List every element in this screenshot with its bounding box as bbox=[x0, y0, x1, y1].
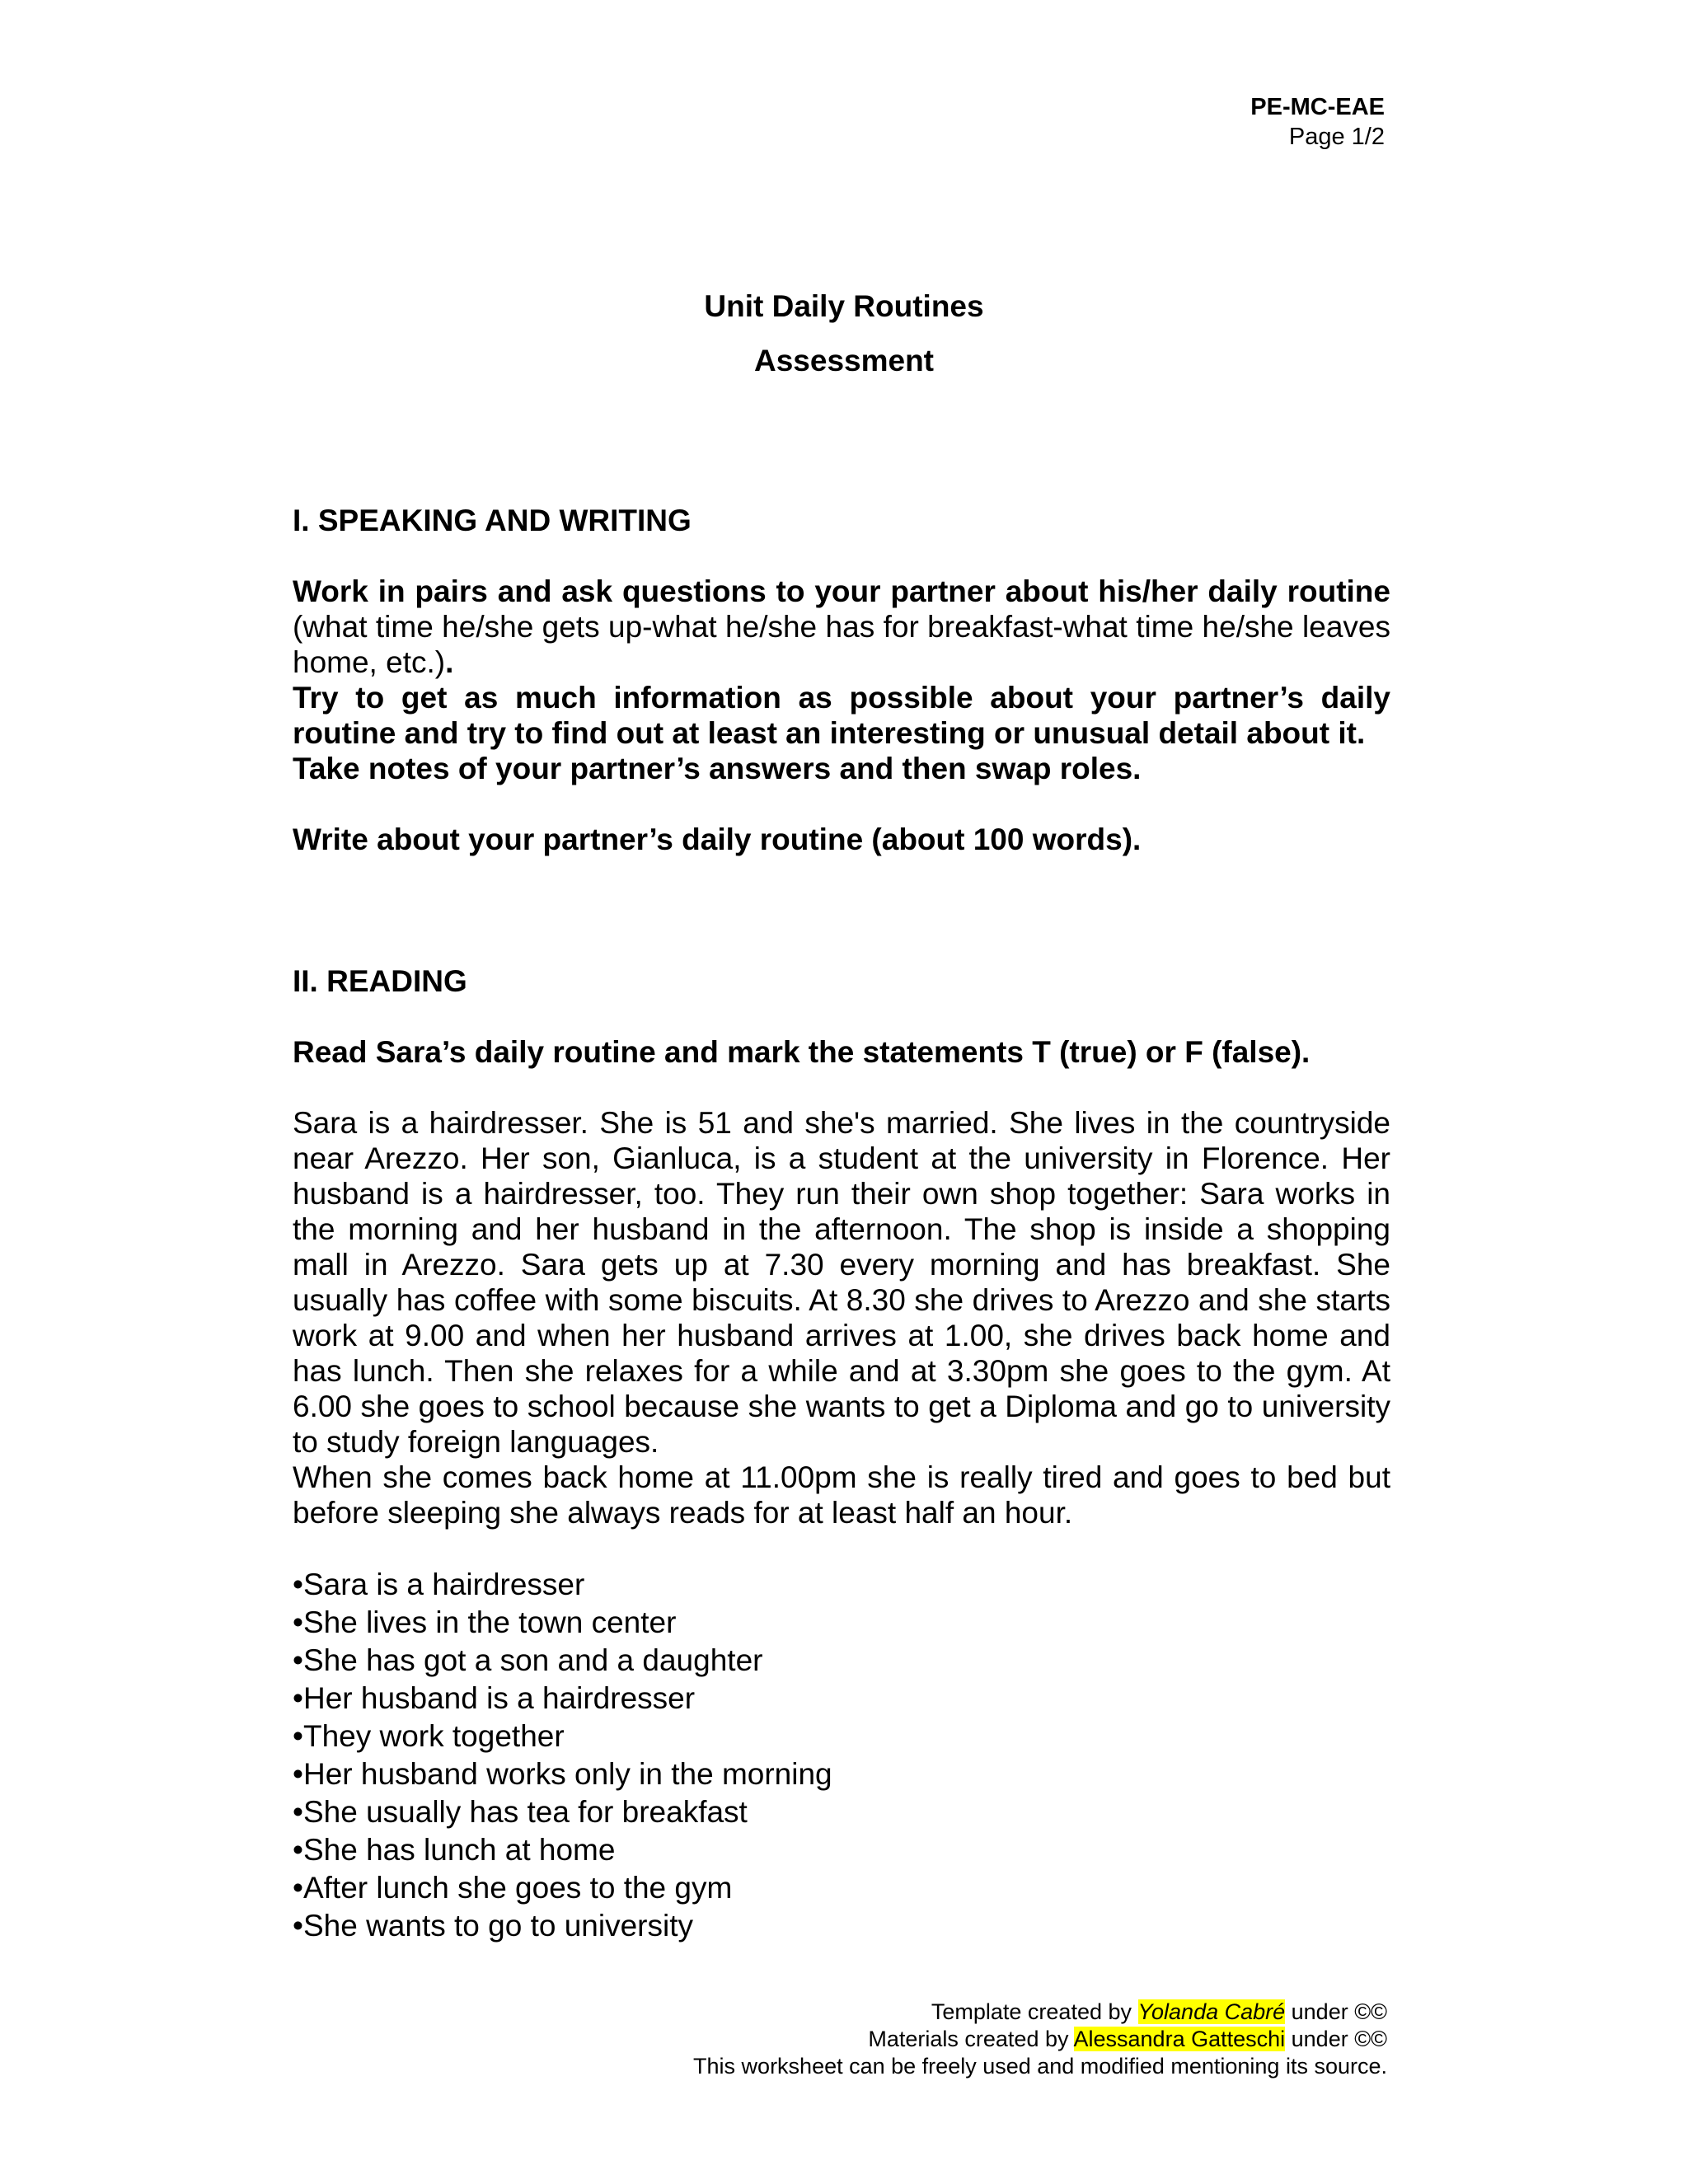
materials-credit bbox=[693, 2026, 1387, 2053]
assessment-title: Assessment bbox=[753, 344, 934, 377]
page-header bbox=[1250, 92, 1385, 152]
materials-license: under ©© bbox=[1285, 2027, 1387, 2051]
bullet-icon: • bbox=[293, 1833, 303, 1867]
template-credit-prefix: Template created by bbox=[931, 1999, 1138, 2024]
list-item bbox=[293, 1680, 1390, 1718]
template-credit bbox=[693, 1999, 1387, 2026]
statement-text: She has lunch at home bbox=[302, 1833, 616, 1867]
section-reading-heading: II. READING bbox=[293, 964, 467, 998]
section-speaking-writing-heading: I. SPEAKING AND WRITING bbox=[293, 504, 692, 537]
statement-text: She usually has tea for breakfast bbox=[302, 1795, 748, 1829]
worksheet-content bbox=[293, 503, 1390, 1945]
list-item bbox=[293, 1718, 1390, 1755]
statement-text: She has got a son and a daughter bbox=[302, 1643, 763, 1677]
bullet-icon: • bbox=[293, 1643, 303, 1677]
bullet-icon: • bbox=[293, 1605, 303, 1639]
list-item bbox=[293, 1604, 1390, 1642]
statement-text: Her husband is a hairdresser bbox=[302, 1681, 696, 1715]
information-instruction: Try to get as much information as possible about your partner’s daily routine and try to find out at least an interesting or unusual detail about it. bbox=[293, 681, 1390, 750]
list-item bbox=[293, 1793, 1390, 1831]
document-title bbox=[0, 288, 1688, 397]
writing-task: Write about your partner’s daily routine (about 100 words). bbox=[293, 823, 1142, 856]
pairs-instruction-detail: (what time he/she gets up-what he/she has for breakfast-what time he/she leaves home, etc.) bbox=[293, 610, 1390, 679]
template-author: Yolanda Cabré bbox=[1137, 1999, 1286, 2024]
pairs-instruction-end: . bbox=[445, 645, 454, 679]
list-item bbox=[293, 1755, 1390, 1793]
list-item bbox=[293, 1831, 1390, 1869]
list-item bbox=[293, 1642, 1390, 1680]
statement-list bbox=[293, 1566, 1390, 1945]
list-item bbox=[293, 1907, 1390, 1945]
list-item bbox=[293, 1566, 1390, 1604]
bullet-icon: • bbox=[293, 1719, 303, 1753]
reading-instruction: Read Sara’s daily routine and mark the statements T (true) or F (false). bbox=[293, 1035, 1311, 1069]
bullet-icon: • bbox=[293, 1757, 303, 1791]
bullet-icon: • bbox=[293, 1795, 303, 1829]
page-footer bbox=[693, 1999, 1387, 2080]
bullet-icon: • bbox=[293, 1909, 303, 1943]
statement-text: Her husband works only in the morning bbox=[302, 1757, 832, 1791]
usage-note: This worksheet can be freely used and modified mentioning its source. bbox=[693, 2054, 1387, 2079]
statement-text: She wants to go to university bbox=[302, 1909, 694, 1943]
list-item bbox=[293, 1869, 1390, 1907]
statement-text: Sara is a hairdresser bbox=[302, 1568, 585, 1601]
notes-instruction: Take notes of your partner’s answers and then swap roles. bbox=[293, 752, 1142, 785]
statement-text: She lives in the town center bbox=[302, 1605, 677, 1639]
document-code: PE-MC-EAE bbox=[1250, 94, 1385, 120]
pairs-instruction-bold: Work in pairs and ask questions to your partner about his/her daily routine bbox=[293, 574, 1390, 608]
reading-text-end: When she comes back home at 11.00pm she is really tired and goes to bed but before sleeping she always reads for at least half an hour. bbox=[293, 1460, 1390, 1530]
statement-text: After lunch she goes to the gym bbox=[302, 1871, 733, 1905]
page-number: Page 1/2 bbox=[1288, 124, 1385, 150]
materials-credit-prefix: Materials created by bbox=[868, 2027, 1074, 2051]
materials-author: Alessandra Gatteschi bbox=[1073, 2027, 1286, 2051]
template-license: under ©© bbox=[1285, 1999, 1387, 2024]
bullet-icon: • bbox=[293, 1681, 303, 1715]
bullet-icon: • bbox=[293, 1568, 303, 1601]
reading-text: Sara is a hairdresser. She is 51 and she's married. She lives in the countryside near Arezzo. Her son, Gianluca, is a student at the university in Florence. Her husband is a hairdresser, too. They run their own shop together: Sara works in the morning and her husband in the afternoon. The shop is inside a shopping mall in Arezzo. Sara gets up at 7.30 every morning and has breakfast. She usually has coffee with some biscuits. At 8.30 she drives to Arezzo and she starts work at 9.00 and when her husband arrives at 1.00, she drives back home and has lunch. Then she relaxes for a while and at 3.30pm she goes to the gym. At 6.00 she goes to school because she wants to get a Diploma and go to university to study foreign languages. bbox=[293, 1106, 1390, 1459]
statement-text: They work together bbox=[302, 1719, 565, 1753]
pairs-instruction bbox=[293, 574, 1390, 680]
bullet-icon: • bbox=[293, 1871, 303, 1905]
unit-title: Unit Daily Routines bbox=[704, 289, 984, 323]
